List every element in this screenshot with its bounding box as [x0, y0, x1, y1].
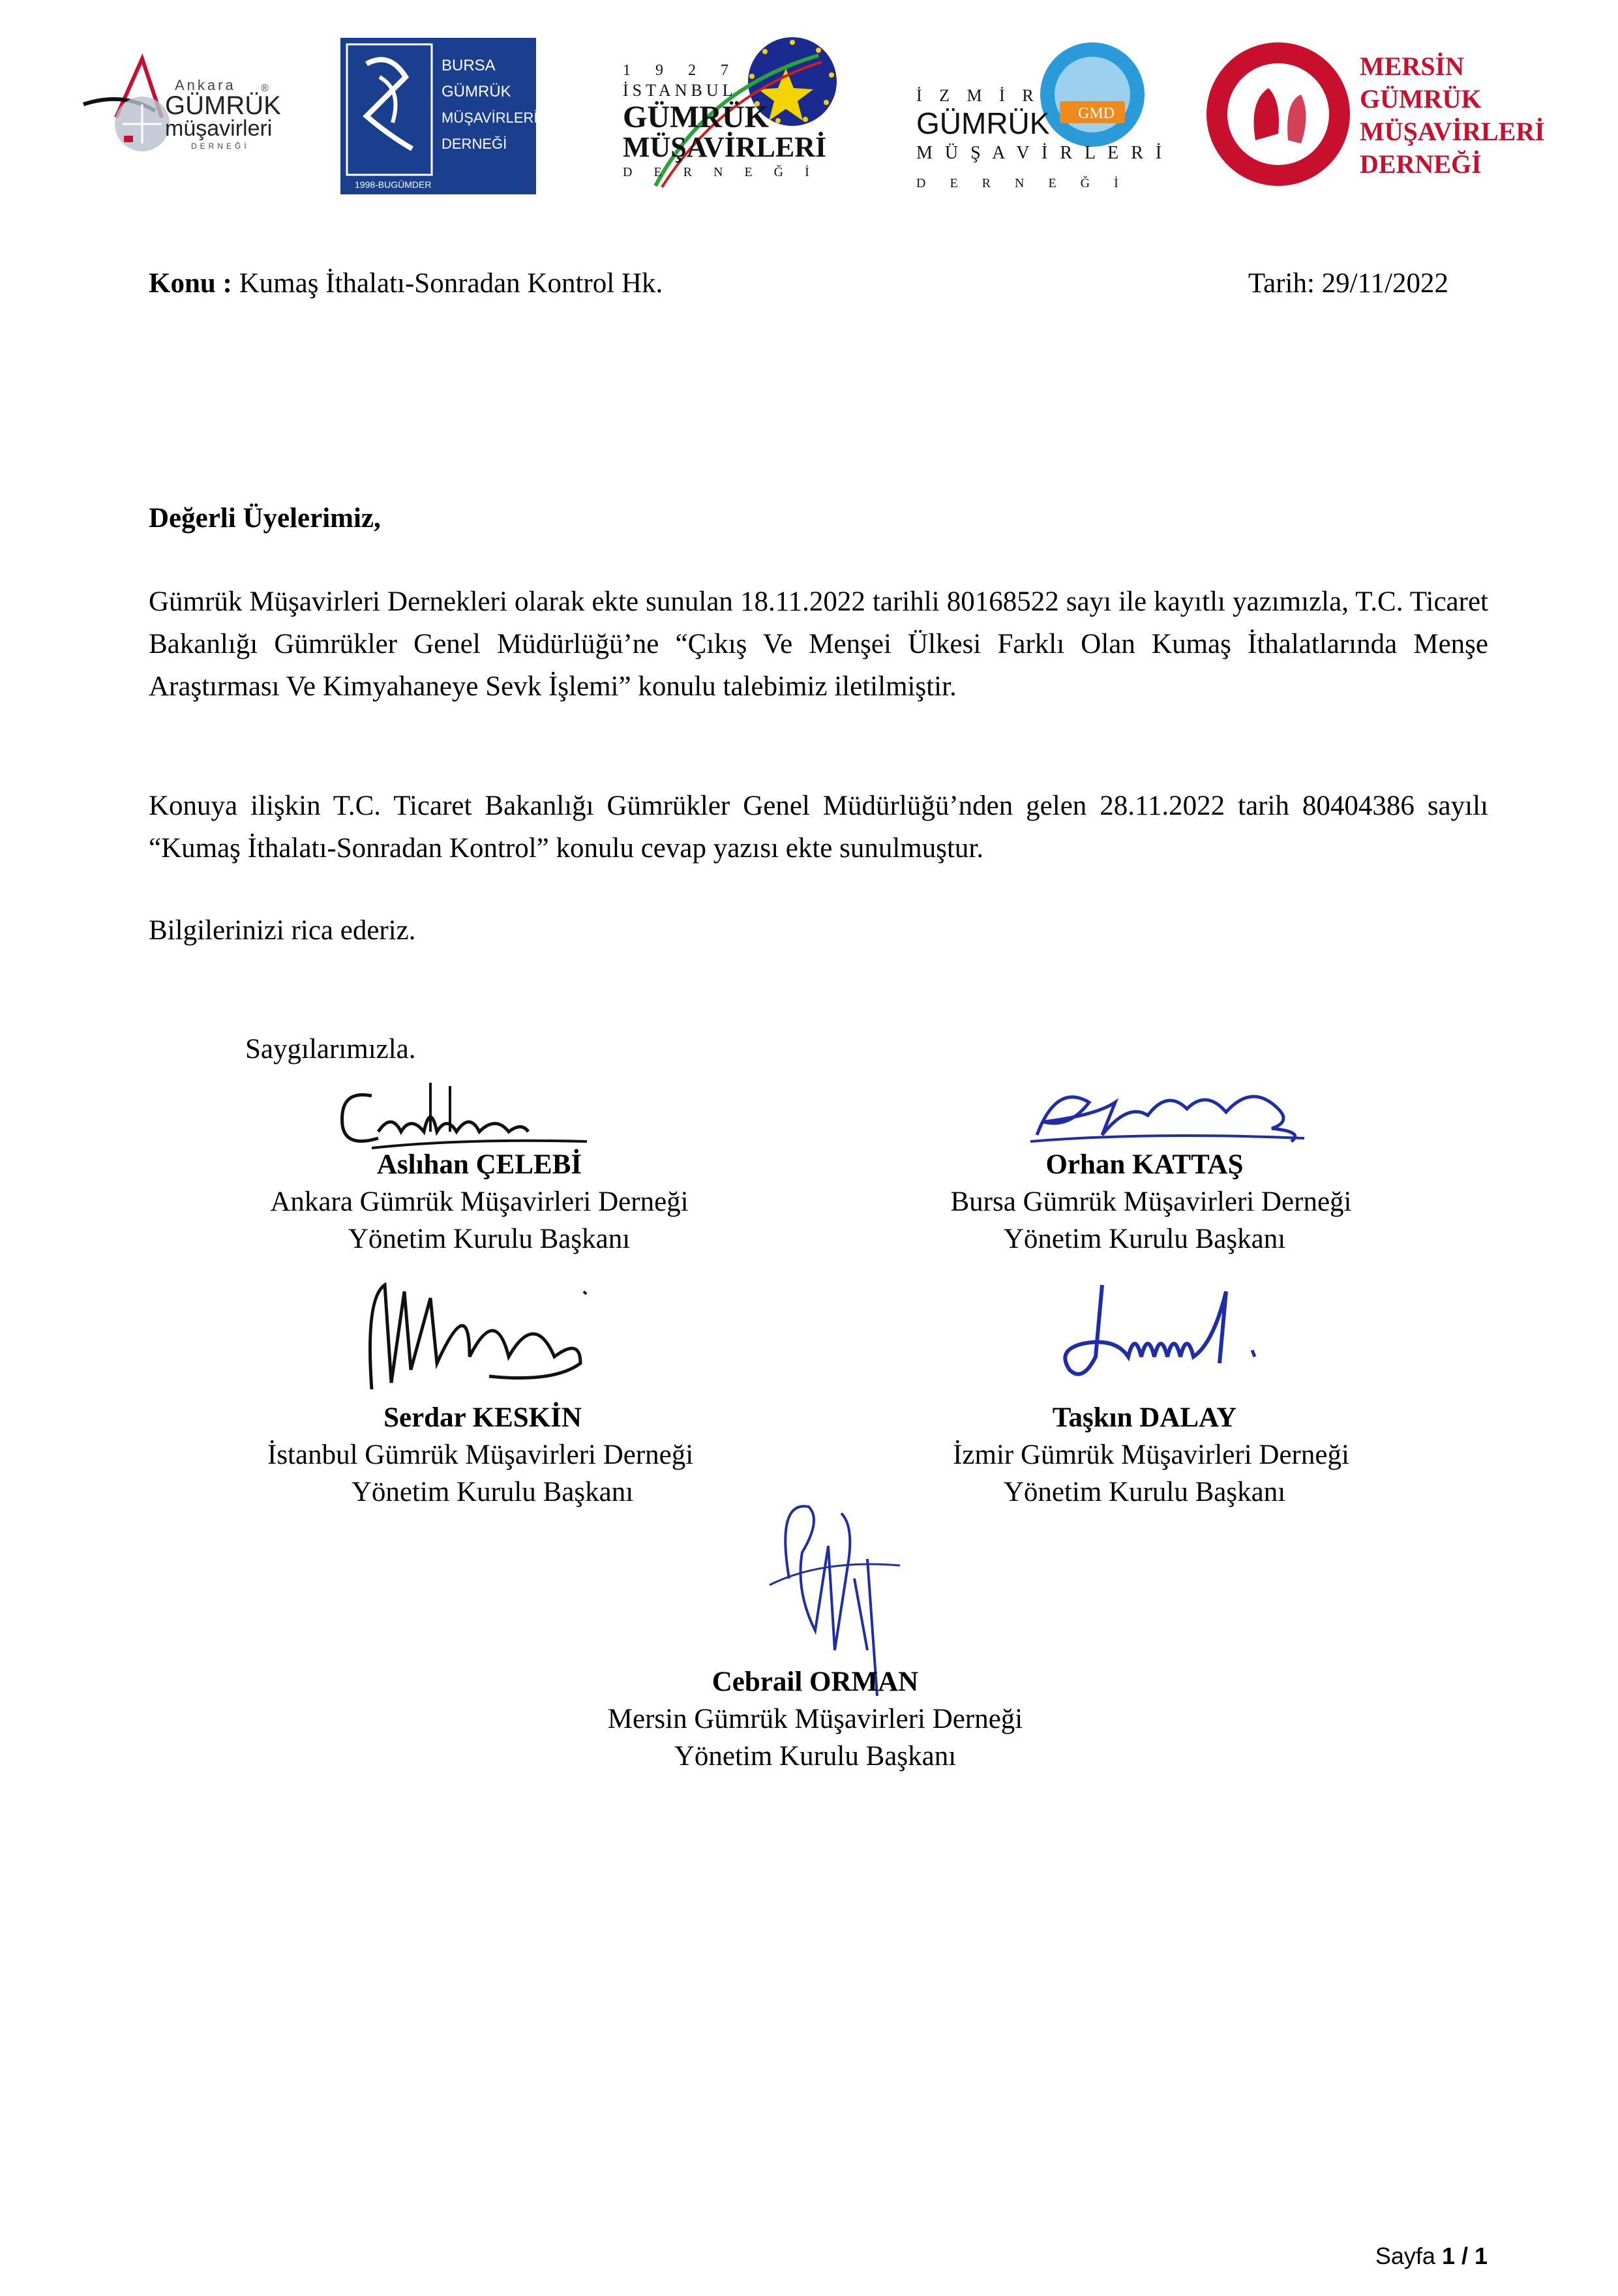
document-date: Tarih: 29/11/2022: [1248, 268, 1448, 299]
signatory-orman: [522, 1663, 1109, 1775]
signatory-dalay: [851, 1399, 1438, 1511]
signatory-title: Yönetim Kurulu Başkanı: [674, 1741, 957, 1772]
istanbul-logo-line1: İSTANBUL: [623, 81, 737, 100]
istanbul-logo-line2: GÜMRÜK: [623, 100, 769, 134]
istanbul-logo: [623, 36, 845, 192]
signatory-org: İstanbul Gümrük Müşavirleri Derneği: [267, 1440, 694, 1470]
izmir-logo: [916, 36, 1166, 192]
signatory-keskin: [189, 1399, 776, 1511]
page-value: 1 / 1: [1441, 2243, 1488, 2269]
izmir-logo-badge: GMD: [1078, 105, 1115, 122]
subject-line: [149, 267, 663, 299]
bursa-logo-line3: MÜŞAVİRLERİ: [442, 110, 538, 126]
paragraph-1: Gümrük Müşavirleri Dernekleri olarak ekte sunulan 18.11.2022 tarihli 80168522 sayı ile kayıtlı yazımızla, T.C. Ticaret Bakanlığı Gümrükler Genel Müdürlüğü’ne “Çıkış Ve Menşei Ülkesi Farklı Olan Kumaş İthalatlarında Menşe Araştırması Ve Kimyahaneye Sevk İşlemi” konulu talebimiz iletilmiştir.: [149, 586, 1488, 702]
istanbul-logo-line3: MÜŞAVİRLERİ: [623, 131, 827, 163]
closing: Saygılarımızla.: [245, 1034, 416, 1065]
ankara-logo-line3: müşavirleri: [165, 116, 273, 141]
signatory-title: Yönetim Kurulu Başkanı: [348, 1224, 631, 1254]
signatory-kattas: [851, 1146, 1438, 1258]
signatory-name: Taşkın DALAY: [1052, 1402, 1237, 1433]
signatory-org: Bursa Gümrük Müşavirleri Derneği: [950, 1186, 1352, 1217]
ankara-logo-line1: Ankara: [175, 77, 236, 93]
signatory-name: Aslıhan ÇELEBİ: [376, 1149, 582, 1180]
mersin-logo-line3: MÜŞAVİRLERİ: [1360, 117, 1545, 146]
ankara-logo-line2: GÜMRÜK: [165, 91, 281, 120]
signatory-title: Yönetim Kurulu Başkanı: [1003, 1224, 1286, 1254]
bursa-logo: [340, 38, 536, 194]
mersin-logo-line4: DERNEĞİ: [1360, 149, 1482, 179]
bursa-logo-line2: GÜMRÜK: [442, 83, 511, 100]
istanbul-logo-line4: D E R N E Ğ İ: [623, 165, 818, 179]
signatory-org: İzmir Gümrük Müşavirleri Derneği: [953, 1440, 1349, 1470]
mersin-logo-line2: GÜMRÜK: [1360, 84, 1482, 113]
subject-text: Kumaş İthalatı-Sonradan Kontrol Hk.: [232, 268, 663, 299]
bursa-logo-line4: DERNEĞİ: [442, 136, 507, 152]
signatory-org: Ankara Gümrük Müşavirleri Derneği: [270, 1186, 689, 1217]
izmir-logo-line3: M Ü Ş A V İ R L E R İ: [916, 143, 1166, 163]
ankara-logo-line4: DERNEĞİ: [191, 142, 250, 151]
mersin-logo: [1203, 36, 1545, 199]
signatory-title: Yönetim Kurulu Başkanı: [1003, 1477, 1286, 1507]
signatory-org: Mersin Gümrük Müşavirleri Derneği: [607, 1704, 1023, 1734]
istanbul-logo-year: 1 9 2 7: [623, 62, 739, 79]
greeting: Değerli Üyelerimiz,: [149, 503, 381, 534]
bursa-logo-founded: 1998-BUGÜMDER: [355, 179, 432, 190]
page-number: [1375, 2243, 1488, 2270]
signatory-name: Cebrail ORMAN: [712, 1667, 919, 1697]
signatory-name: Serdar KESKİN: [383, 1402, 582, 1433]
signatory-name: Orhan KATTAŞ: [1045, 1149, 1244, 1180]
bursa-logo-line1: BURSA: [442, 57, 496, 74]
izmir-logo-line4: D E R N E Ğ İ: [916, 176, 1129, 190]
ankara-logo: [77, 52, 292, 170]
signature-keskin: [359, 1272, 607, 1406]
paragraph-2: Konuya ilişkin T.C. Ticaret Bakanlığı Gümrükler Genel Müdürlüğü’nden gelen 28.11.2022 tarih 80404386 sayılı “Kumaş İthalatı-Sonradan Kontrol” konulu cevap yazısı ekte sunulmuştur.: [149, 791, 1488, 864]
subject-label: Konu :: [149, 268, 232, 299]
signature-dalay: [1056, 1278, 1278, 1399]
page-label: Sayfa: [1375, 2243, 1442, 2269]
signatory-celebi: [186, 1146, 773, 1258]
signatory-title: Yönetim Kurulu Başkanı: [351, 1477, 634, 1507]
paragraph-3: Bilgilerinizi rica ederiz.: [149, 915, 416, 946]
izmir-logo-line1: İ Z M İ R: [916, 86, 1040, 105]
izmir-logo-line2: GÜMRÜK: [916, 106, 1050, 140]
svg-text:®: ®: [261, 83, 269, 94]
mersin-logo-line1: MERSİN: [1360, 52, 1465, 81]
